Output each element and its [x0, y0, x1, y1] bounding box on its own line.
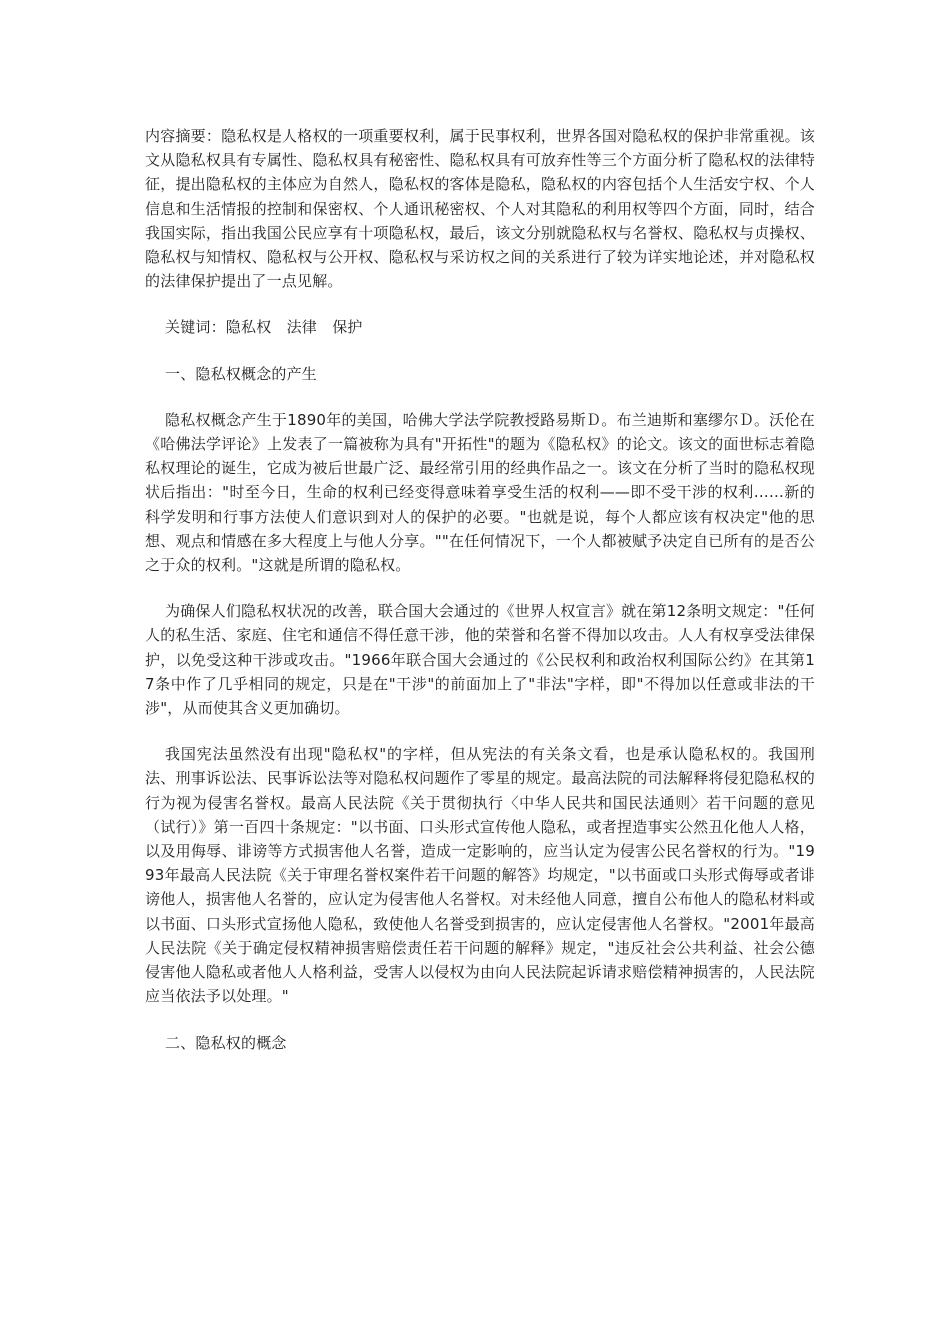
section1-paragraph-1: 隐私权概念产生于1890年的美国，哈佛大学法学院教授路易斯Ｄ。布兰迪斯和塞缪尔Ｄ。沃伦在《哈佛法学评论》上发表了一篇被称为具有"开拓性"的题为《隐私权》的论文。该文的面世标志着隐私权理论的诞生，它成为被后世最广泛、最经常引用的经典作品之一。该文在分析了当时的隐私权现状后指出："时至今日，生命的权利已经变得意味着享受生活的权利——即不受干涉的权利……新的科学发明和行事方法使人们意识到对人的保护的必要。"也就是说，每个人都应该有权决定"他的思想、观点和情感在多大程度上与他人分享。""在任何情况下，一个人都被赋予决定自已所有的是否公之于众的权利。"这就是所谓的隐私权。 [145, 410, 815, 575]
section-heading-2: 二、隐私权的概念 [165, 1033, 287, 1052]
document-body [145, 124, 815, 1077]
section1-paragraph-3: 我国宪法虽然没有出现"隐私权"的字样，但从宪法的有关条文看，也是承认隐私权的。我国刑法、刑事诉讼法、民事诉讼法等对隐私权问题作了零星的规定。最高法院的司法解释将侵犯隐私权的行为视为侵害名誉权。最高人民法院《关于贯彻执行〈中华人民共和国民法通则〉若干问题的意见（试行）》第一百四十条规定："以书面、口头形式宣传他人隐私，或者捏造事实公然丑化他人人格，以及用侮辱、诽谤等方式损害他人名誉，造成一定影响的，应当认定为侵害公民名誉权的行为。"1993年最高人民法院《关于审理名誉权案件若干问题的解答》均规定，"以书面或口头形式侮辱或者诽谤他人，损害他人名誉的，应认定为侵害他人名誉权。对未经他人同意，擅自公布他人的隐私材料或以书面、口头形式宣扬他人隐私，致使他人名誉受到损害的，应认定侵害他人名誉权。"2001年最高人民法院《关于确定侵权精神损害赔偿责任若干问题的解释》规定，"违反社会公共利益、社会公德侵害他人隐私或者他人人格利益，受害人以侵权为由向人民法院起诉请求赔偿精神损害的，人民法院应当依法予以处理。" [145, 745, 815, 1006]
section1-paragraph-2: 为确保人们隐私权状况的改善，联合国大会通过的《世界人权宣言》就在第12条明文规定："任何人的私生活、家庭、住宅和通信不得任意干涉，他的荣誉和名誉不得加以攻击。人人有权享受法律保护，以免受这种干涉或攻击。"1966年联合国大会通过的《公民权利和政治权利国际公约》在其第17条中作了几乎相同的规定，只是在"干涉"的前面加上了"非法"字样，即"不得加以任意或非法的干涉"，从而使其含义更加确切。 [145, 602, 815, 718]
section-heading-1: 一、隐私权概念的产生 [165, 364, 318, 383]
abstract-paragraph: 内容摘要：隐私权是人格权的一项重要权利，属于民事权利，世界各国对隐私权的保护非常重视。该文从隐私权具有专属性、隐私权具有秘密性、隐私权具有可放弃性等三个方面分析了隐私权的法律特征，提出隐私权的主体应为自然人，隐私权的客体是隐私，隐私权的内容包括个人生活安宁权、个人信息和生活情报的控制和保密权、个人通讯秘密权、个人对其隐私的利用权等四个方面，同时，结合我国实际，指出我国公民应享有十项隐私权，最后，该文分别就隐私权与名誉权、隐私权与贞操权、隐私权与知情权、隐私权与公开权、隐私权与采访权之间的关系进行了较为详实地论述，并对隐私权的法律保护提出了一点见解。 [145, 127, 815, 291]
keywords-line: 关键词：隐私权 法律 保护 [165, 318, 363, 337]
